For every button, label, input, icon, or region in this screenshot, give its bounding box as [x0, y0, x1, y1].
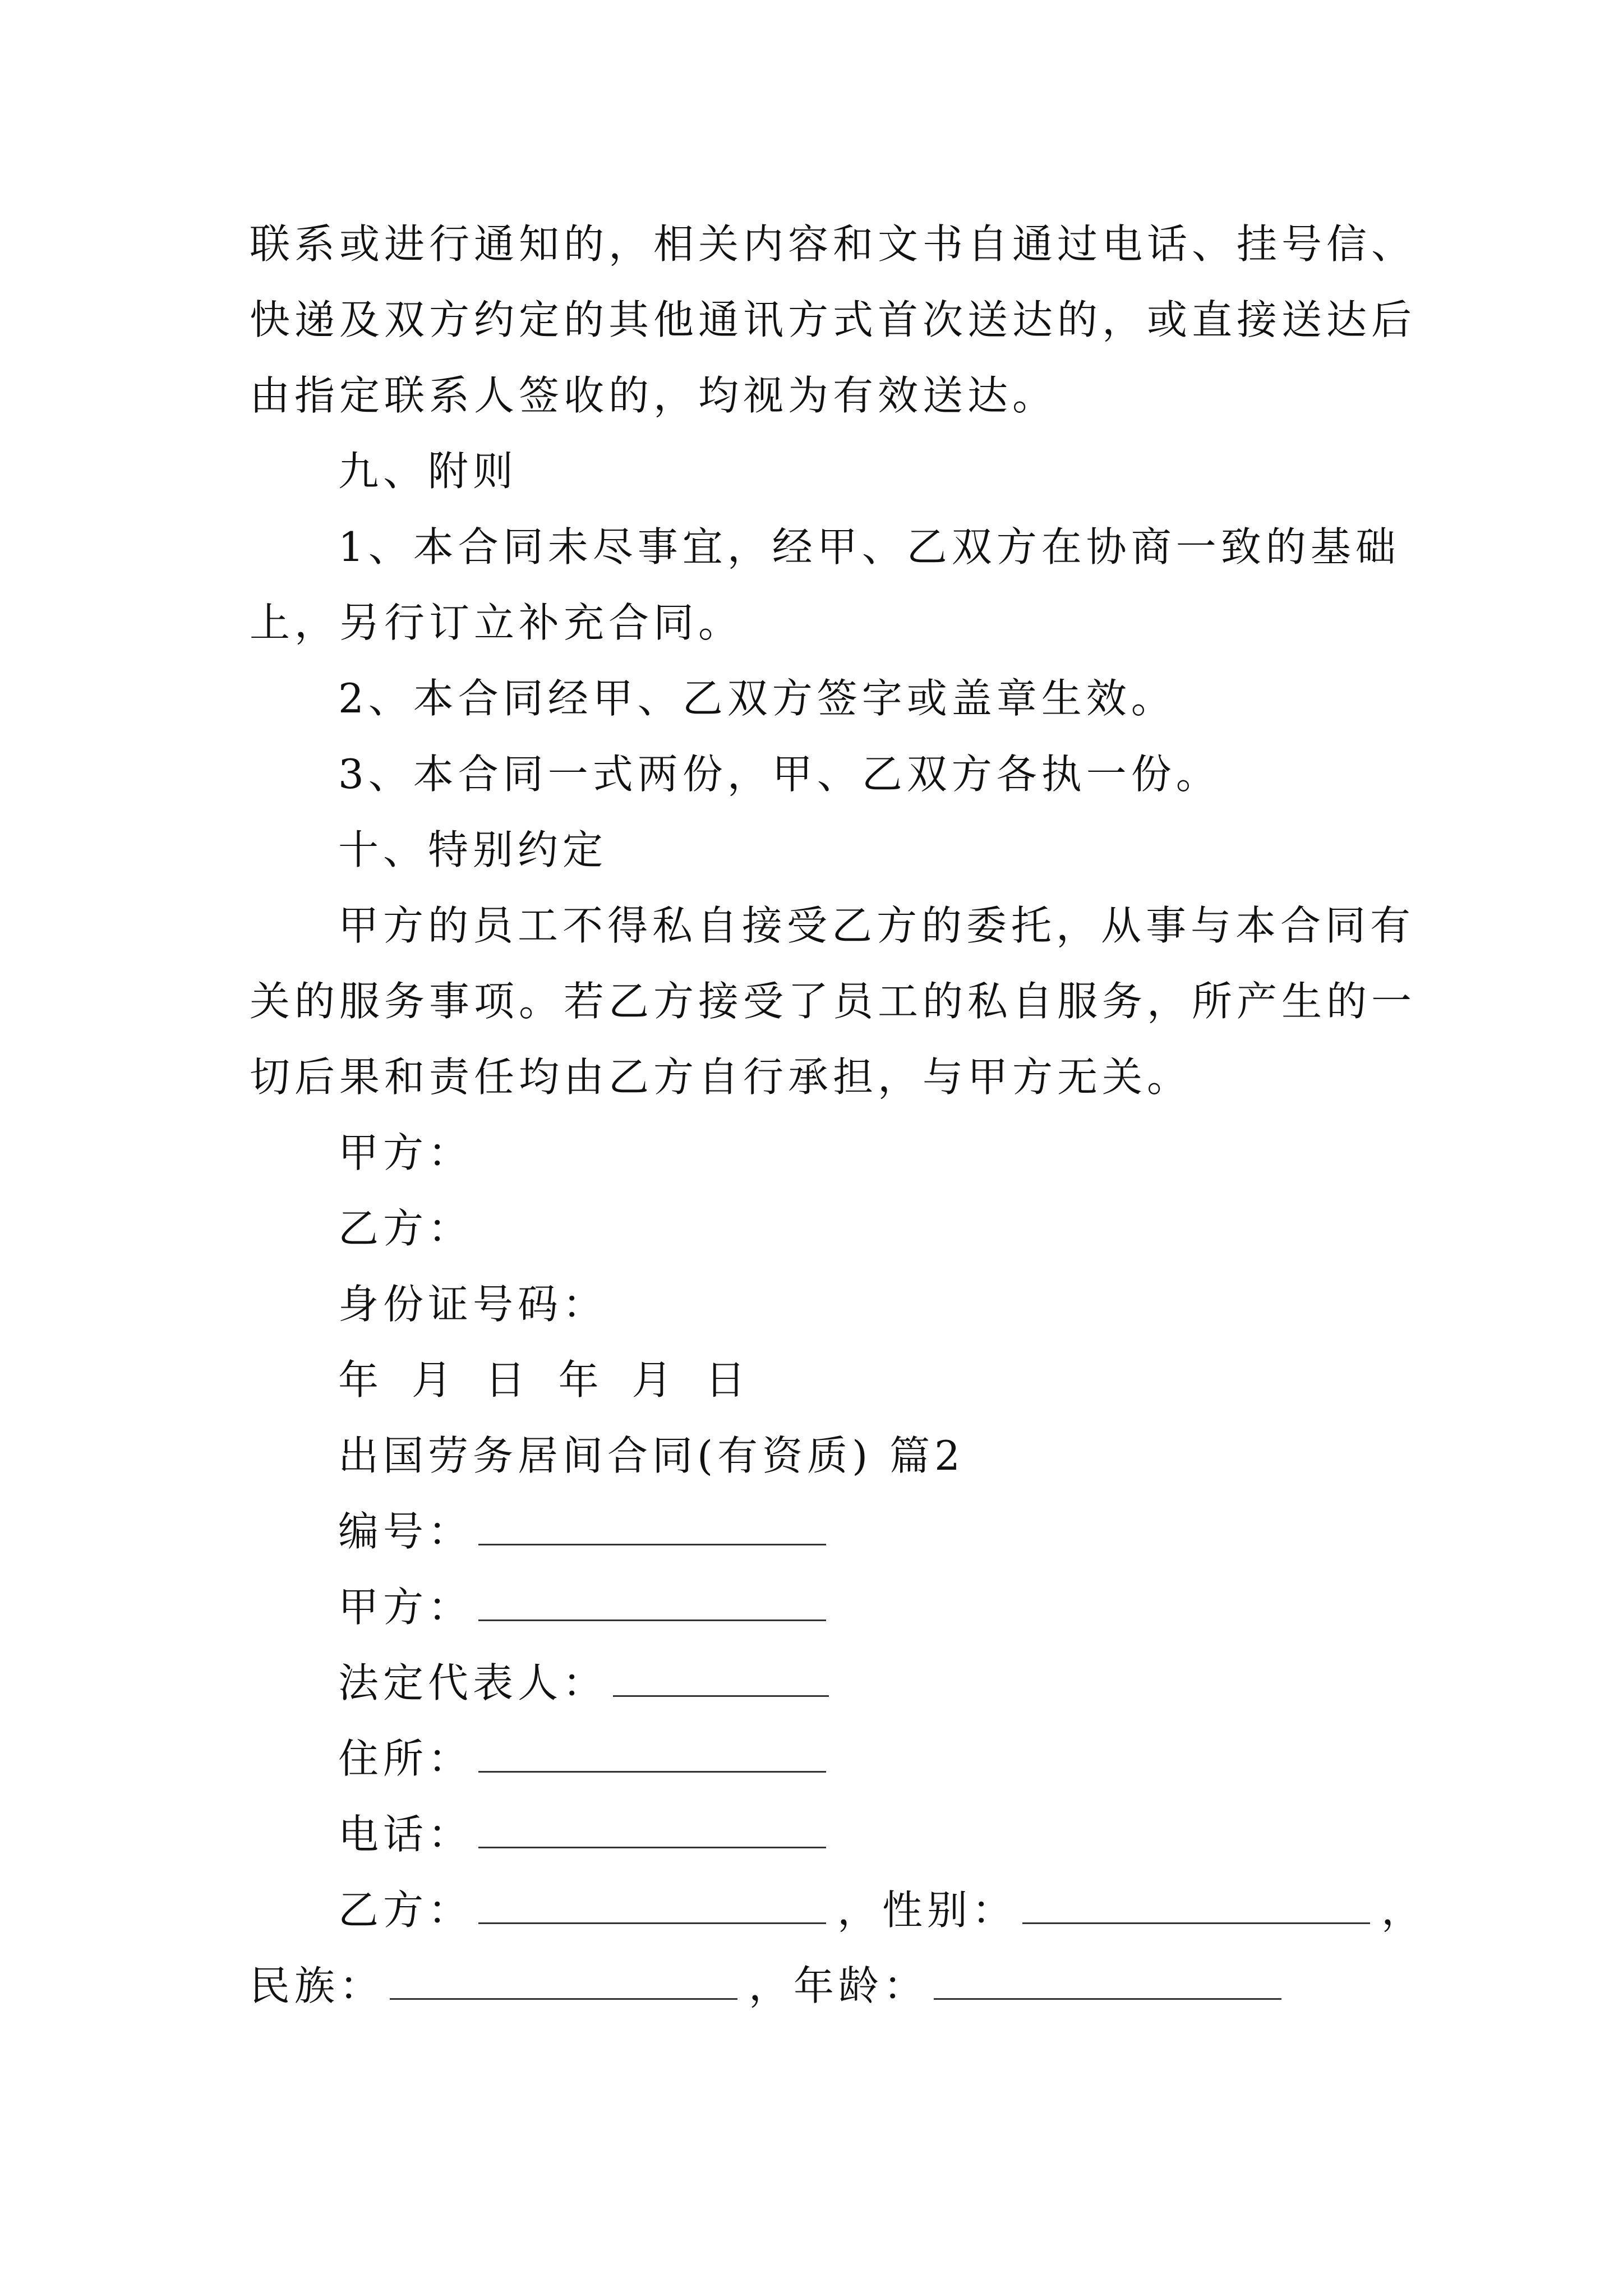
- address-blank[interactable]: [478, 1738, 826, 1773]
- gender-blank[interactable]: [1022, 1890, 1370, 1924]
- section-heading-10: 十、特别约定: [338, 826, 608, 873]
- special-clause-line-2: 关的服务事项。若乙方接受了员工的私自服务，所产生的一: [250, 978, 1417, 1025]
- field-row-address: [338, 1731, 826, 1787]
- field-row-ethnicity-age: [250, 1958, 1281, 2014]
- field-row-party-b: [338, 1882, 1426, 1938]
- field-row-legal-rep: [338, 1655, 829, 1711]
- age-blank[interactable]: [934, 1966, 1281, 2000]
- field-label-legal-rep: 法定代表人：: [338, 1659, 608, 1706]
- phone-blank[interactable]: [478, 1814, 826, 1848]
- signature-party-a: 甲方：: [338, 1129, 473, 1176]
- field-label-party-a: 甲方：: [338, 1584, 473, 1631]
- signature-party-b: 乙方：: [338, 1205, 473, 1252]
- body-line-3: 由指定联系人签收的，均视为有效送达。: [250, 372, 1058, 419]
- signature-id-number: 身份证号码：: [338, 1281, 608, 1328]
- party-b-blank[interactable]: [478, 1890, 826, 1924]
- field-row-party-a: [338, 1579, 826, 1635]
- party-a-blank[interactable]: [478, 1587, 826, 1621]
- field-row-phone: [338, 1806, 826, 1862]
- contract-title-part-2: 出国劳务居间合同(有资质) 篇2: [338, 1432, 965, 1479]
- clause-9-1-line-1: 1、本合同未尽事宜，经甲、乙双方在协商一致的基础: [338, 523, 1400, 570]
- number-blank[interactable]: [478, 1511, 826, 1545]
- field-label-party-b: 乙方：: [338, 1887, 473, 1934]
- clause-9-1-line-2: 上，另行订立补充合同。: [250, 599, 744, 646]
- field-label-phone: 电话：: [338, 1811, 473, 1858]
- ethnicity-blank[interactable]: [390, 1966, 737, 2000]
- clause-9-2: 2、本合同经甲、乙双方签字或盖章生效。: [338, 675, 1176, 722]
- legal-rep-blank[interactable]: [613, 1663, 829, 1697]
- field-row-number: [338, 1503, 826, 1559]
- special-clause-line-1: 甲方的员工不得私自接受乙方的委托，从事与本合同有: [338, 902, 1415, 949]
- special-clause-line-3: 切后果和责任均由乙方自行承担，与甲方无关。: [250, 1053, 1192, 1101]
- signature-date-line: 年 月 日 年 月 日: [338, 1356, 756, 1404]
- field-label-ethnicity: 民族：: [250, 1962, 385, 2009]
- clause-9-3: 3、本合同一式两份，甲、乙双方各执一份。: [338, 751, 1221, 798]
- body-line-2: 快递及双方约定的其他通讯方式首次送达的，或直接送达后: [250, 296, 1417, 343]
- trailing-comma: ，: [1381, 1887, 1427, 1934]
- field-label-number: 编号：: [338, 1508, 473, 1555]
- field-label-address: 住所：: [338, 1735, 473, 1782]
- field-label-age: ，年龄：: [749, 1962, 929, 2009]
- body-line-1: 联系或进行通知的，相关内容和文书自通过电话、挂号信、: [250, 220, 1417, 268]
- field-label-gender: ，性别：: [837, 1887, 1017, 1934]
- section-heading-9: 九、附则: [338, 448, 518, 495]
